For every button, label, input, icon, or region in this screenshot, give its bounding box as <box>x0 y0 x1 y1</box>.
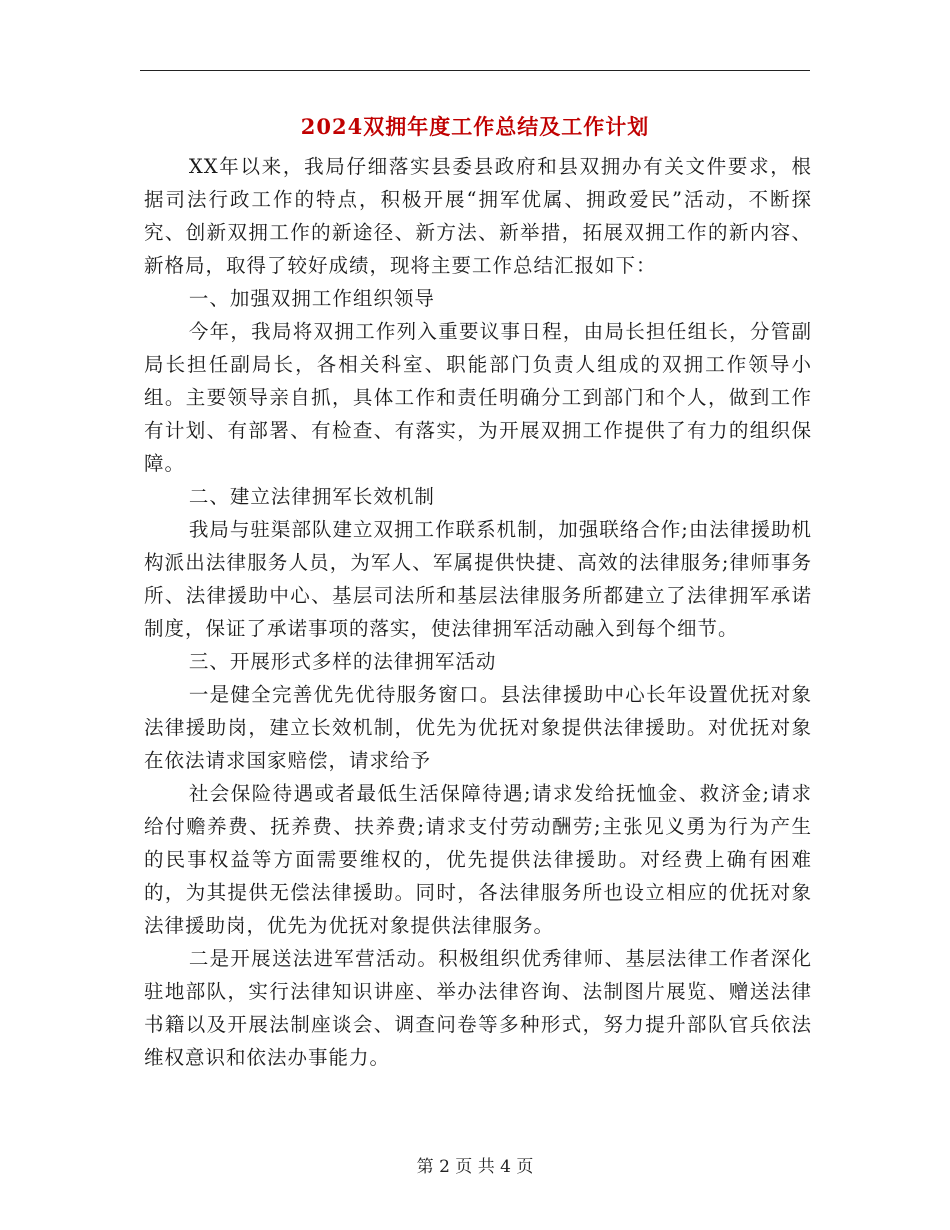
paragraph-1: 今年，我局将双拥工作列入重要议事日程，由局长担任组长，分管副局长担任副局长，各相关科室、职能部门负责人组成的双拥工作领导小组。主要领导亲自抓，具体工作和责任明确分工到部门和个人，做到工作有计划、有部署、有检查、有落实，为开展双拥工作提供了有力的组织保障。 <box>144 320 812 475</box>
section-heading-1: 一、加强双拥工作组织领导 <box>188 287 435 310</box>
paragraph-intro: XX年以来，我局仔细落实县委县政府和县双拥办有关文件要求，根据司法行政工作的特点，积极开展“拥军优属、拥政爱民”活动，不断探究、创新双拥工作的新途径、新方法、新举措，拓展双拥工作的新内容、新格局，取得了较好成绩，现将主要工作总结汇报如下： <box>144 155 812 277</box>
paragraph-3c: 二是开展送法进军营活动。积极组织优秀律师、基层法律工作者深化驻地部队，实行法律知识讲座、举办法律咨询、法制图片展览、赠送法律书籍以及开展法制座谈会、调查问卷等多种形式，努力提升部队官兵依法维权意识和依法办事能力。 <box>144 947 812 1069</box>
section-heading-3: 三、开展形式多样的法律拥军活动 <box>188 650 497 673</box>
document-body <box>144 150 812 1074</box>
paragraph-2: 我局与驻渠部队建立双拥工作联系机制，加强联络合作;由法律援助机构派出法律服务人员，为军人、军属提供快捷、高效的法律服务;律师事务所、法律援助中心、基层司法所和基层法律服务所都建立了法律拥军承诺制度，保证了承诺事项的落实，使法律拥军活动融入到每个细节。 <box>144 518 812 640</box>
header-rule <box>140 70 810 71</box>
paragraph-3b: 社会保险待遇或者最低生活保障待遇;请求发给抚恤金、救济金;请求给付赡养费、抚养费、扶养费;请求支付劳动酬劳;主张见义勇为行为产生的民事权益等方面需要维权的，优先提供法律援助。对经费上确有困难的，为其提供无偿法律援助。同时，各法律服务所也设立相应的优抚对象法律援助岗，优先为优抚对象提供法律服务。 <box>144 782 812 937</box>
paragraph-3a: 一是健全完善优先优待服务窗口。县法律援助中心长年设置优抚对象法律援助岗，建立长效机制，优先为优抚对象提供法律援助。对优抚对象在依法请求国家赔偿，请求给予 <box>144 683 812 772</box>
page-number: 第 2 页 共 4 页 <box>416 1157 534 1177</box>
section-heading-2: 二、建立法律拥军长效机制 <box>188 485 435 508</box>
document-title: 2024双拥年度工作总结及工作计划 <box>300 114 650 139</box>
